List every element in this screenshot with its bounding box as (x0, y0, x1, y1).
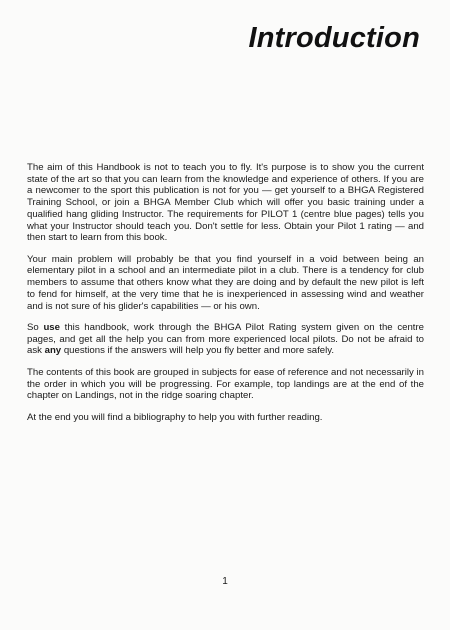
paragraph-bibliography (27, 412, 424, 424)
emphasis-use: use (43, 322, 60, 334)
paragraph-aim (27, 162, 424, 244)
paragraph-text: The aim of this Handbook is not to teach you to fly. It's purpose is to show you the current state of the art so that you can learn from the knowledge and experience of others. If you are a newcomer to the sport this publication is not for you — get yourself to a BHGA Registered Training School, or join a BHGA Member Club which will offer you basic training under a qualified hang gliding Instructor. The requirements for PILOT 1 (centre blue pages) tells you what your Instructor should teach you. Don't settle for less. Obtain your Pilot 1 rating — and then start to learn from this book. (27, 162, 424, 244)
paragraph-text: At the end you will find a bibliography to help you with further reading. (27, 411, 323, 423)
paragraph-main-problem (27, 254, 424, 313)
paragraph-contents (27, 367, 424, 402)
paragraph-text: So (27, 322, 44, 334)
paragraph-text: this handbook, work through the BHGA Pilot Rating system given on the centre pages, and get all the help you can from more experienced local pilots. Do not be afraid to ask (27, 322, 424, 357)
paragraph-text: questions if the answers will help you fly better and more safely. (61, 345, 335, 357)
paragraph-text: Your main problem will probably be that you find yourself in a void between being an elementary pilot in a school and an intermediate pilot in a club. There is a tendency for club members to assume that others know what they are doing and by default the new pilot is left to fend for himself, at the very time that he is inexperienced in assessing wind and weather and is not sure of his glider's capabilities — or his own. (27, 253, 424, 312)
emphasis-any: any (44, 345, 62, 357)
body-text (27, 162, 424, 433)
page-title: Introduction (248, 22, 420, 54)
paragraph-use-handbook (27, 322, 424, 357)
paragraph-text: The contents of this book are grouped in subjects for ease of reference and not necessarily in the order in which you will be progressing. For example, top landings are at the end of the chapter on Landings, not in the ridge soaring chapter. (27, 366, 424, 402)
page-number: 1 (222, 576, 228, 587)
